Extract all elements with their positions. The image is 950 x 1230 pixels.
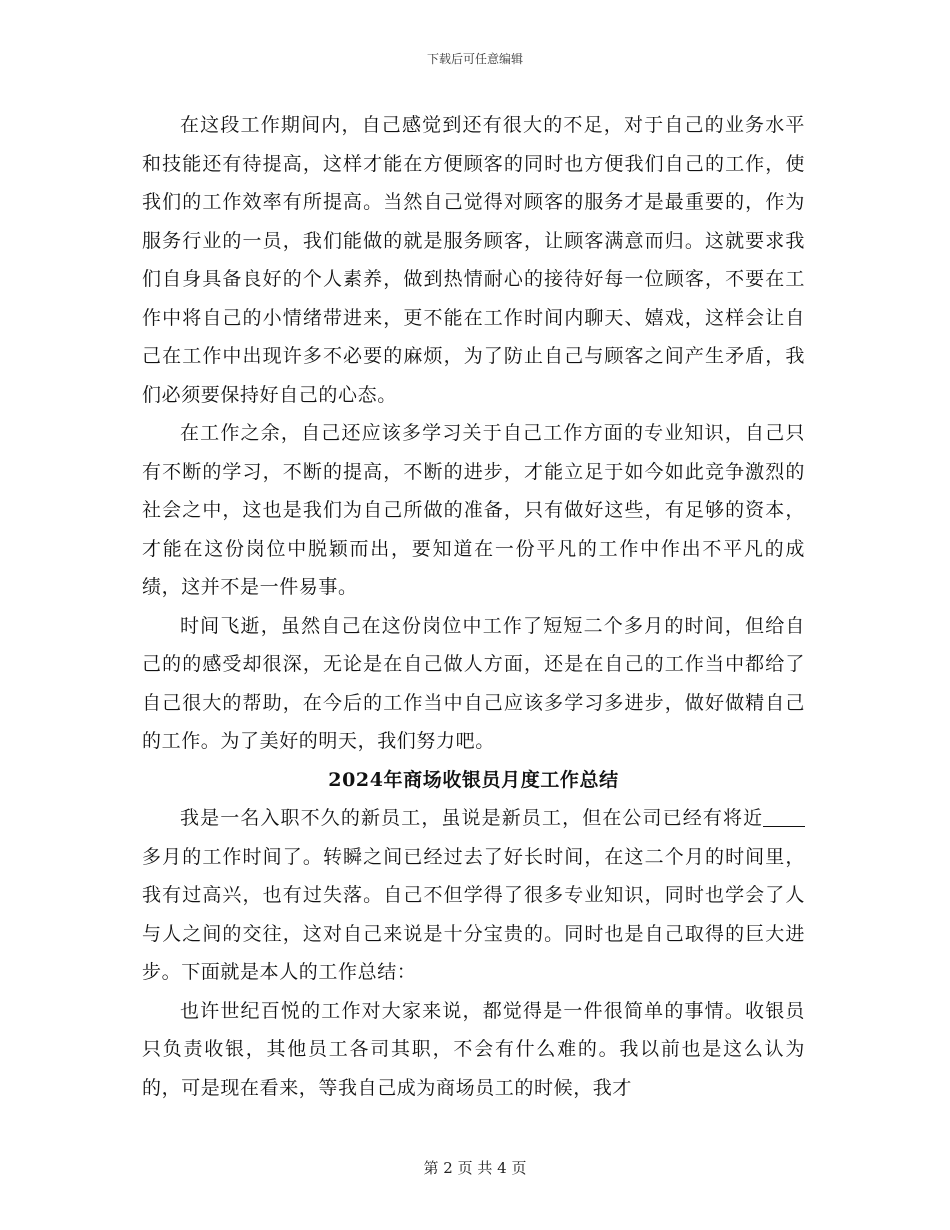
fill-in-blank (763, 807, 805, 827)
intro-text-part2: 多月的工作时间了。转瞬之间已经过去了好长时间，在这二个月的时间里，我有过高兴，也有过失落。自己不但学得了很多专业知识，同时也学会了人与人之间的交往，这对自己来说是十分宝贵的。同时也是自己取得的巨大进步。下面就是本人的工作总结： (142, 845, 805, 983)
paragraph-intro (142, 799, 805, 992)
page-header: 下载后可任意编辑 (426, 52, 523, 66)
paragraph-study: 在工作之余，自己还应该多学习关于自己工作方面的专业知识，自己只有不断的学习，不断的提高，不断的进步，才能立足于如今如此竞争激烈的社会之中，这也是我们为自己所做的准备，只有做好这些，有足够的资本，才能在这份岗位中脱颖而出，要知道在一份平凡的工作中作出不平凡的成绩，这并不是一件易事。 (142, 422, 805, 598)
paragraph-time-flies: 时间飞逝，虽然自己在这份岗位中工作了短短二个多月的时间，但给自己的的感受却很深，无论是在自己做人方面，还是在自己的工作当中都给了自己很大的帮助，在今后的工作当中自己应该多学习多进步，做好做精自己的工作。为了美好的明天，我们努力吧。 (142, 614, 805, 752)
document-body (142, 106, 805, 1107)
page-footer: 第 2 页 共 4 页 (423, 1159, 527, 1177)
paragraph-cashier-work: 也许世纪百悦的工作对大家来说，都觉得是一件很简单的事情。收银员只负责收银，其他员工各司其职，不会有什么难的。我以前也是这么认为的，可是现在看来，等我自己成为商场员工的时候，我才 (142, 999, 805, 1099)
paragraph-insufficiency: 在这段工作期间内，自己感觉到还有很大的不足，对于自己的业务水平和技能还有待提高，这样才能在方便顾客的同时也方便我们自己的工作，使我们的工作效率有所提高。当然自己觉得对顾客的服务才是最重要的，作为服务行业的一员，我们能做的就是服务顾客，让顾客满意而归。这就要求我们自身具备良好的个人素养，做到热情耐心的接待好每一位顾客，不要在工作中将自己的小情绪带进来，更不能在工作时间内聊天、嬉戏，这样会让自己在工作中出现许多不必要的麻烦，为了防止自己与顾客之间产生矛盾，我们必须要保持好自己的心态。 (142, 114, 805, 406)
intro-text-part1: 我是一名入职不久的新员工，虽说是新员工，但在公司已经有将近 (180, 807, 764, 829)
section-title: 2024年商场收银员月度工作总结 (328, 768, 619, 791)
